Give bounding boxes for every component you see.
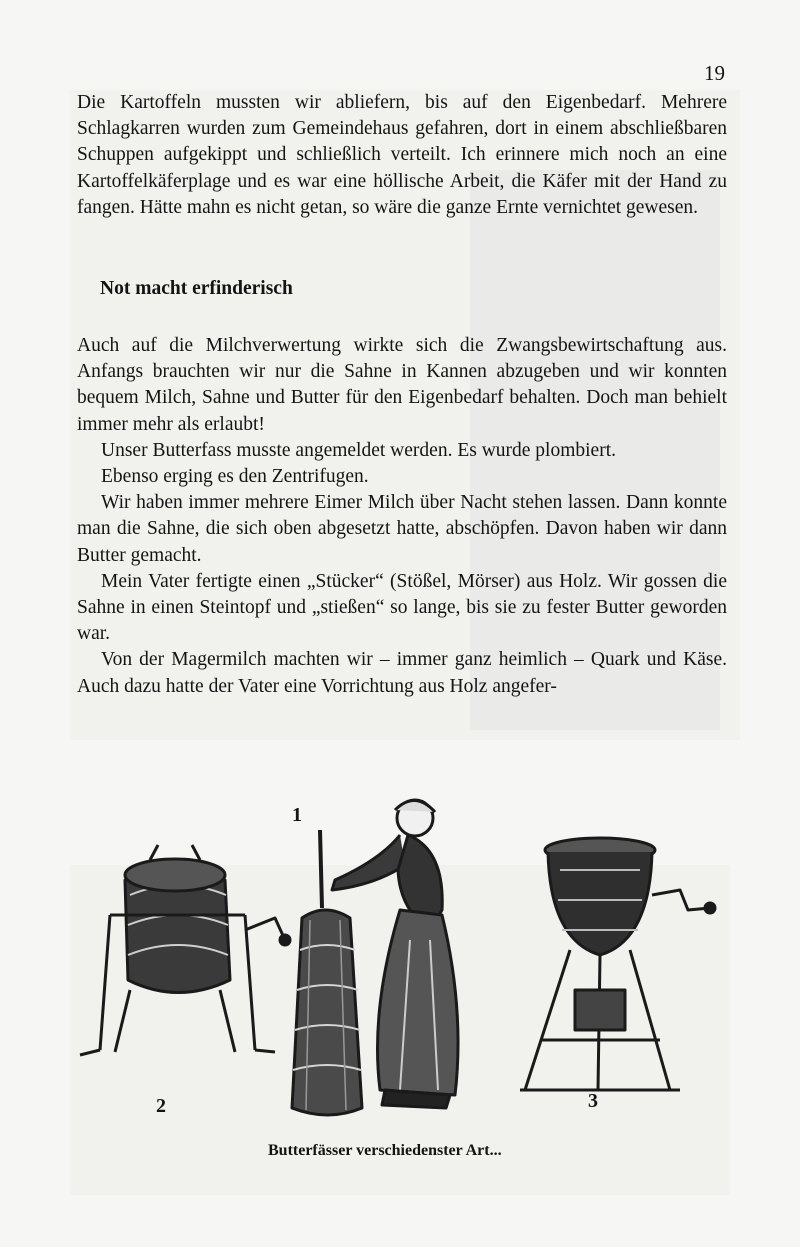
- figure-label: 2: [156, 1095, 166, 1117]
- paragraph: Ebenso erging es den Zentrifugen.: [101, 466, 369, 488]
- figure-caption: Butterfässer verschiedenster Art...: [268, 1142, 502, 1159]
- box-churn-drawing: [520, 838, 715, 1090]
- section-text: [77, 333, 727, 700]
- paragraph: Von der Magermilch machten wir – immer ganz heimlich – Quark und Käse. Auch dazu hatte der Vater eine Vorrichtung aus Holz angefer-: [77, 649, 727, 697]
- paragraph: Wir haben immer mehrere Eimer Milch über Nacht stehen lassen. Dann konnte man die Sahne, die sich oben abgesetzt hatte, abschöpfen. Davon haben wir dann Butter gemacht.: [77, 492, 727, 566]
- paragraph: Auch auf die Milchverwertung wirkte sich die Zwangsbewirtschaftung aus. Anfangs brauchten wir nur die Sahne in Kannen abzugeben und wir konnten bequem Milch, Sahne und Butter für den Eigenbedarf behalten. Doch man behielt immer mehr als erlaubt!: [77, 335, 727, 435]
- page-number: 19: [704, 61, 725, 85]
- barrel-churn-drawing: [80, 845, 290, 1055]
- paragraph: Die Kartoffeln mussten wir abliefern, bis auf den Eigenbedarf. Mehrere Schlagkarren wurden zum Gemeindehaus gefahren, dort in einem abschließbaren Schuppen aufgekippt und schließlich verteilt. Ich erinnere mich noch an eine Kartoffelkäferplage und es war eine höllische Arbeit, die Käfer mit der Hand zu fangen. Hätte mahn es nicht getan, so wäre die ganze Ernte vernichtet gewesen.: [77, 92, 727, 218]
- intro-text: [77, 90, 727, 221]
- paragraph: Unser Butterfass musste angemeldet werden. Es wurde plombiert.: [101, 439, 616, 461]
- churn-engravings: [70, 790, 730, 1130]
- figure-label: 3: [588, 1090, 598, 1112]
- paragraph: Mein Vater fertigte einen „Stücker“ (Stößel, Mörser) aus Holz. Wir gossen die Sahne in einen Steintopf und „stießen“ so lange, bis sie zu fester Butter geworden war.: [77, 570, 727, 645]
- section-heading: Not macht erfinderisch: [100, 278, 293, 299]
- butter-churn-illustration: [70, 790, 730, 1130]
- figure-label: 1: [292, 804, 302, 826]
